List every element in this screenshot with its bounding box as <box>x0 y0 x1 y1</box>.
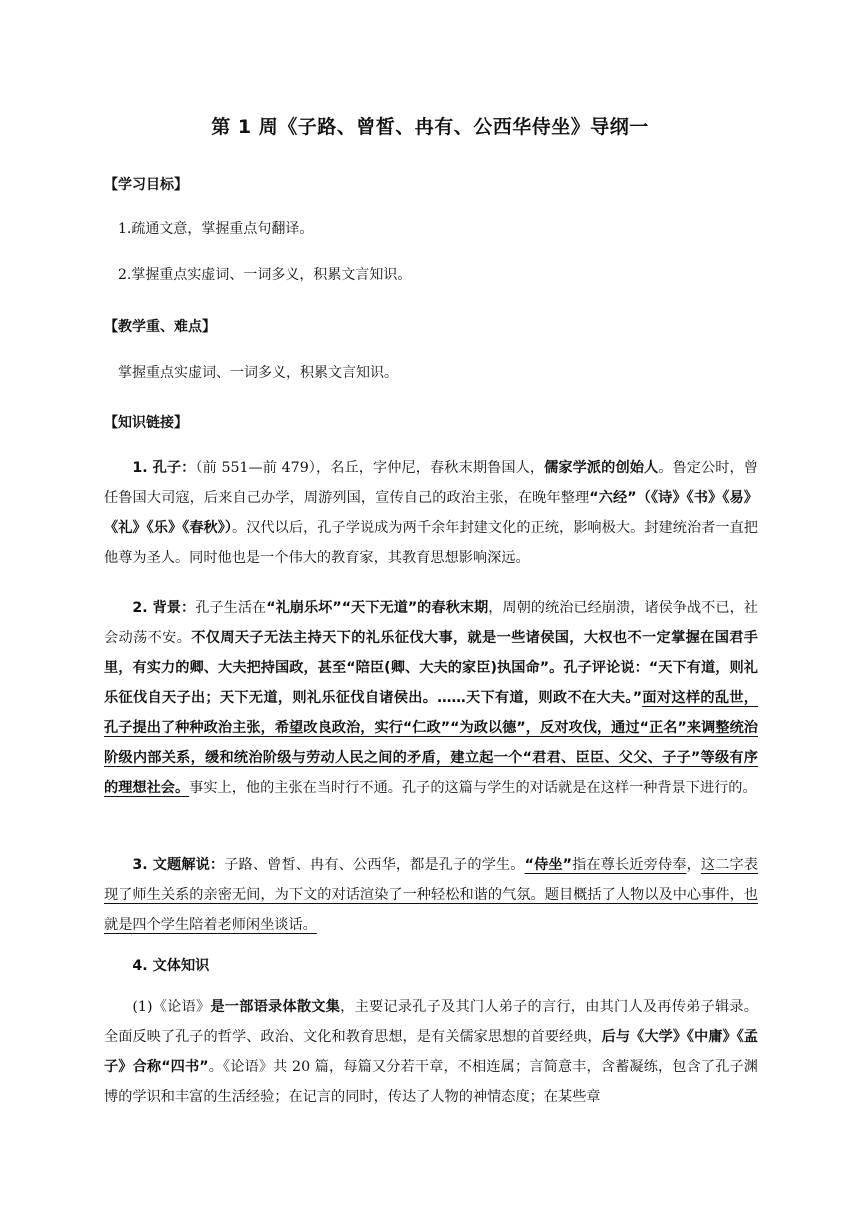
underlined-run: 这二字表现了师生关系的亲密无间，为下文的对话渲染了一种轻松和谐的气氛。题目概括了人物以及中心事件，也就是四个学生陪着老师闲坐谈话。 <box>104 857 758 933</box>
paragraph-label: 3. 文题解说： <box>132 857 225 873</box>
bold-run: “礼崩乐坏”“天下无道”的春秋末期 <box>266 600 489 616</box>
text-run: 子路、曾皙、冉有、公西华，都是孔子的学生。 <box>224 857 525 873</box>
paragraph-confucius <box>104 453 758 573</box>
text-run: 。汉代以后，孔子学说成为两千余年封建文化的正统，影响极大。封建统治者一直把他尊为圣人。同时他也是一个伟大的教育家，其教育思想影响深远。 <box>104 520 758 566</box>
objective-item-1: 1.疏通文意，掌握重点句翻译。 <box>118 221 314 237</box>
bold-run: 儒家学派的创始人 <box>544 460 659 476</box>
paragraph-title-explanation <box>104 850 758 940</box>
objectives-heading: 【学习目标】 <box>104 177 188 193</box>
page-title: 第 1 周《子路、曾皙、冉有、公西华侍坐》导纲一 <box>211 116 649 138</box>
bold-run: “六经”（《诗》《书》《易》《礼》《乐》《春秋》） <box>104 490 758 536</box>
key-points-heading: 【教学重、难点】 <box>104 319 216 335</box>
bold-run: 后与《大学》《中庸》《孟子》合称“四书” <box>104 1029 758 1075</box>
underlined-run: 指在尊长近旁侍奉 <box>572 857 687 873</box>
bold-run: 不仅周天子无法主持天下的礼乐征伐大事，就是一些诸侯国，大权也不一定掌握在国君手里，有实力的卿、大夫把持国政，甚至“陪臣(卿、大夫的家臣)执国命”。孔子评论说：“天下有道，则礼乐征伐自天子出；天下无道，则礼乐征伐自诸侯出。……天下有道，则政不在大夫。” <box>104 630 758 706</box>
bold-run: 是一部语录体散文集 <box>210 999 341 1015</box>
text-run: 事实上，他的主张在当时行不通。孔子的这篇与学生的对话就是在这样一种背景下进行的。 <box>189 780 757 796</box>
text-run: (1)《论语》 <box>132 999 211 1015</box>
bold-underlined-run: “侍坐” <box>524 857 572 873</box>
paragraph-label: 2. 背景： <box>132 600 196 616</box>
text-run: ，周朝的统治已经崩溃，诸侯争战不已，社会动荡不安。 <box>104 600 758 646</box>
text-run: 孔子生活在 <box>195 600 267 616</box>
paragraph-label: 1. 孔子： <box>132 460 196 476</box>
knowledge-heading: 【知识链接】 <box>104 415 188 431</box>
key-points-text: 掌握重点实虚词、一词多义，积累文言知识。 <box>118 365 398 381</box>
paragraph-background <box>104 593 758 803</box>
text-run: ，主要记录孔子及其门人弟子的言行，由其门人及再传弟子辑录。全面反映了孔子的哲学、政治、文化和教育思想，是有关儒家思想的首要经典， <box>104 999 758 1045</box>
text-run: ， <box>686 857 701 873</box>
bold-underlined-run: 面对这样的乱世，孔子提出了种种政治主张，希望改良政治，实行“仁政”“为政以德”，反对攻伐，通过“正名”来调整统治阶级内部关系，缓和统治阶级与劳动人民之间的矛盾，建立起一个“君君、臣臣、父父、子子”等级有序的理想社会。 <box>104 690 758 796</box>
text-run: 。《论语》共 20 篇，每篇又分若干章，不相连属；言简意丰，含蓄凝练，包含了孔子渊博的学识和丰富的生活经验；在记言的同时，传达了人物的神情态度；在某些章 <box>104 1059 758 1105</box>
paragraph-label: 4. 文体知识 <box>132 958 210 974</box>
text-run: （前 551—前 479），名丘，字仲尼，春秋末期鲁国人， <box>195 460 545 476</box>
text-run: 。鲁定公时，曾任鲁国大司寇，后来自己办学，周游列国，宣传自己的政治主张，在晚年整理 <box>104 460 758 506</box>
paragraph-genre-heading <box>104 951 758 981</box>
paragraph-analects <box>104 992 758 1112</box>
objective-item-2: 2.掌握重点实虚词、一词多义，积累文言知识。 <box>118 267 412 283</box>
